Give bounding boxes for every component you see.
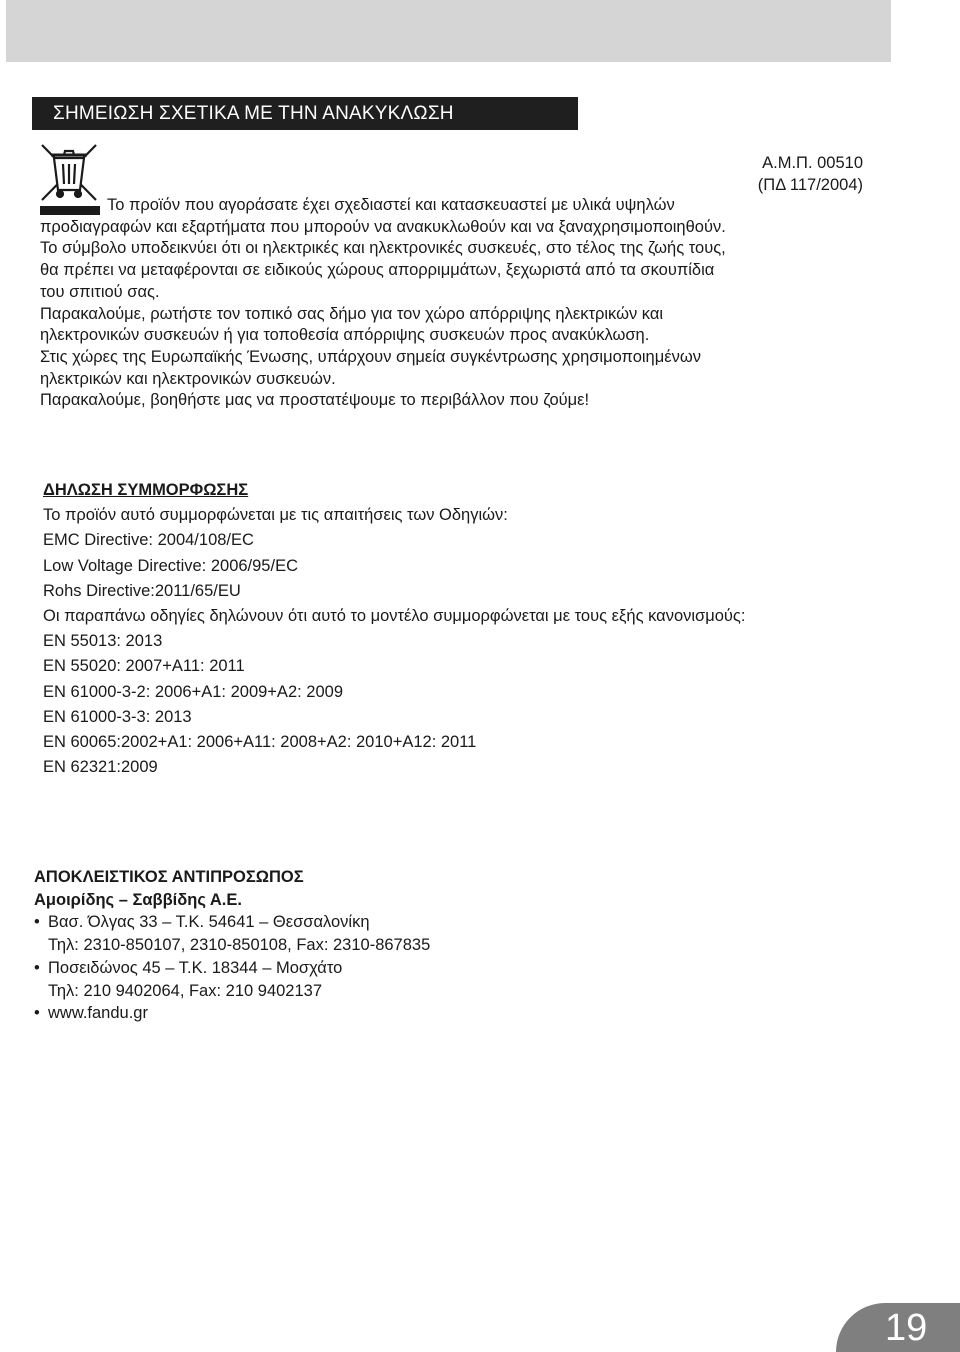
phone-line: Τηλ: 2310-850107, 2310-850108, Fax: 2310-867835	[48, 936, 431, 955]
recycling-line: Στις χώρες της Ευρωπαϊκής Ένωσης, υπάρχουν σημεία συγκέντρωσης χρησιμοποιημένων	[40, 347, 701, 366]
recycling-section-title: ΣΗΜΕΙΩΣΗ ΣΧΕΤΙΚΑ ΜΕ ΤΗΝ ΑΝΑΚΥΚΛΩΣΗ	[53, 103, 454, 124]
standard-item: EN 61000-3-2: 2006+A1: 2009+A2: 2009	[43, 682, 343, 701]
page-number: 19	[885, 1307, 928, 1349]
compliance-section	[43, 478, 745, 780]
website-link[interactable]: www.fandu.gr	[48, 1004, 148, 1023]
representative-title: ΑΠΟΚΛΕΙΣΤΙΚΟΣ ΑΝΤΙΠΡΟΣΩΠΟΣ	[34, 868, 304, 886]
company-name: Αμοιρίδης – Σαββίδης Α.Ε.	[34, 890, 242, 909]
bullet-icon: •	[34, 958, 40, 977]
recycling-line: Παρακαλούμε, ρωτήστε τον τοπικό σας δήμο για τον χώρο απόρριψης ηλεκτρικών και	[40, 304, 664, 323]
bullet-icon: •	[34, 1004, 40, 1023]
standards-intro: Οι παραπάνω οδηγίες δηλώνουν ότι αυτό το μοντέλο συμμορφώνεται με τους εξής κανονισμούς:	[43, 607, 746, 626]
compliance-title: ΔΗΛΩΣΗ ΣΥΜΜΟΡΦΩΣΗΣ	[43, 481, 249, 499]
recycling-section-header	[32, 97, 578, 130]
reference-law: (ΠΔ 117/2004)	[757, 176, 863, 194]
standard-item: EN 62321:2009	[43, 758, 158, 777]
standard-item: EN 55013: 2013	[43, 632, 163, 651]
standard-item: EN 61000-3-3: 2013	[43, 707, 192, 726]
directive-item: Low Voltage Directive: 2006/95/EC	[43, 556, 298, 575]
reference-code: Α.Μ.Π. 00510	[762, 154, 863, 172]
top-bar	[6, 0, 891, 62]
recycling-line: ηλεκτρονικών συσκευών ή για τοποθεσία απόρριψης συσκευών προς ανακύκλωση.	[40, 326, 650, 345]
bullet-icon: •	[34, 913, 40, 932]
directive-item: Rohs Directive:2011/65/EU	[43, 581, 241, 600]
recycling-text	[40, 195, 880, 412]
standard-item: EN 55020: 2007+A11: 2011	[43, 657, 245, 676]
standard-item: EN 60065:2002+A1: 2006+A11: 2008+A2: 2010+A12: 2011	[43, 733, 477, 752]
directive-item: EMC Directive: 2004/108/EC	[43, 531, 254, 550]
representative-section	[34, 866, 430, 1025]
address-item	[34, 911, 430, 934]
recycling-line: Το σύμβολο υποδεικνύει ότι οι ηλεκτρικές και ηλεκτρονικές συσκευές, στο τέλος της ζωής τους,	[40, 239, 726, 258]
website-item	[34, 1002, 430, 1025]
address-line: Βασ. Όλγας 33 – Τ.Κ. 54641 – Θεσσαλονίκη	[48, 913, 370, 932]
recycling-line: του σπιτιού σας.	[40, 282, 160, 301]
recycling-line: προδιαγραφών και εξαρτήματα που μπορούν να ανακυκλωθούν και να ξαναχρησιμοποιηθούν.	[40, 217, 726, 236]
recycling-line: Το προϊόν που αγοράσατε έχει σχεδιαστεί και κατασκευαστεί με υλικά υψηλών	[107, 196, 675, 214]
address-line: Ποσειδώνος 45 – Τ.Κ. 18344 – Μοσχάτο	[48, 958, 343, 977]
recycling-line: θα πρέπει να μεταφέρονται σε ειδικούς χώρους απορριμμάτων, ξεχωριστά από τα σκουπίδια	[40, 261, 715, 280]
recycling-line: Παρακαλούμε, βοηθήστε μας να προστατέψουμε το περιβάλλον που ζούμε!	[40, 391, 590, 410]
recycling-line: ηλεκτρικών και ηλεκτρονικών συσκευών.	[40, 369, 336, 388]
compliance-intro: Το προϊόν αυτό συμμορφώνεται με τις απαιτήσεις των Οδηγιών:	[43, 506, 508, 525]
phone-line: Τηλ: 210 9402064, Fax: 210 9402137	[48, 981, 323, 1000]
address-item	[34, 957, 430, 980]
